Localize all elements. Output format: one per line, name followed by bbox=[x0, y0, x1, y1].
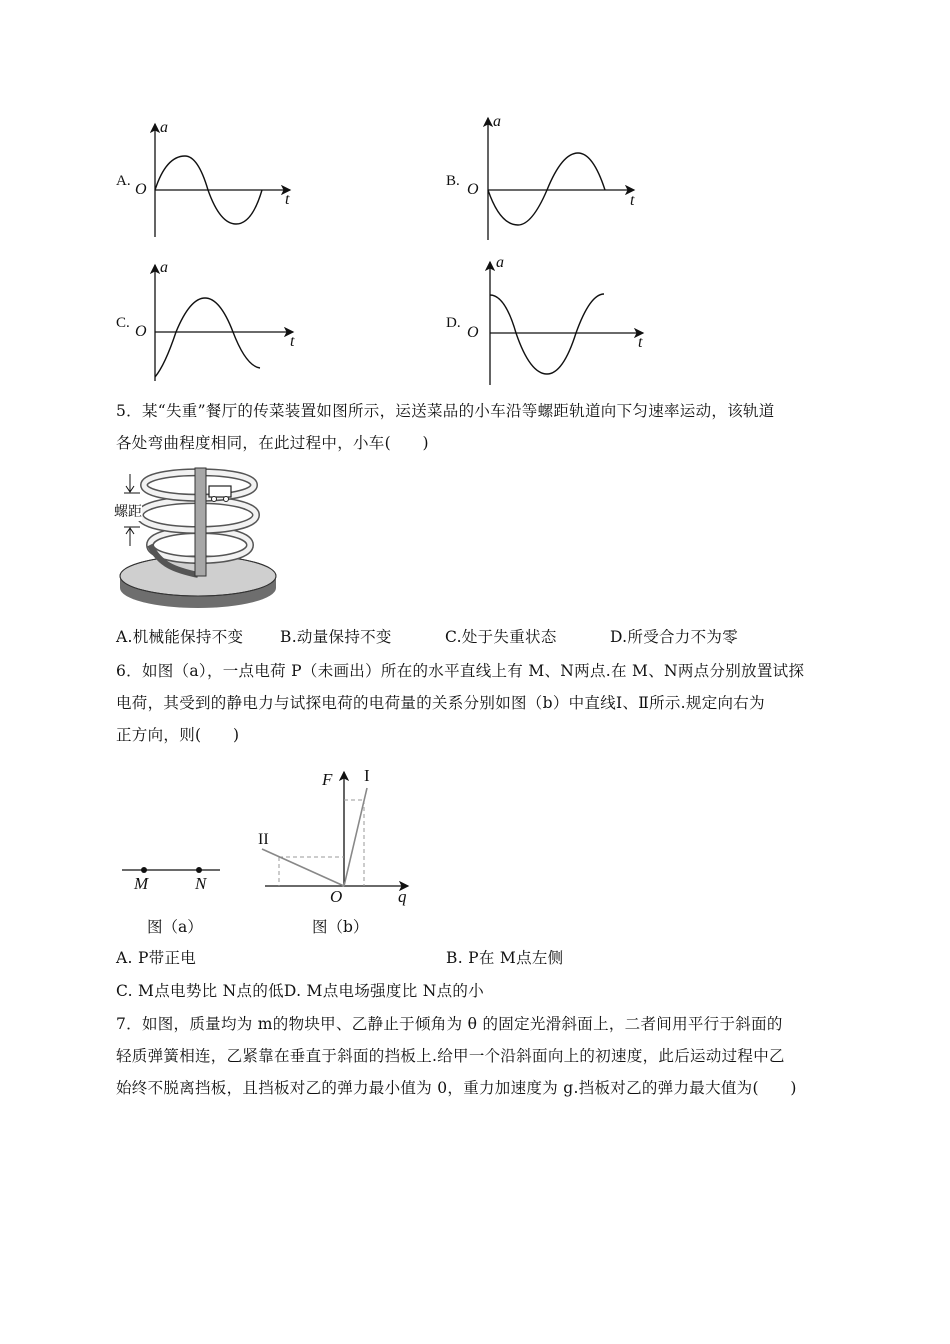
question-5-line-1: 5．某“失重”餐厅的传菜装置如图所示，运送菜品的小车沿等螺距轨道向下匀速率运动，该轨道 bbox=[116, 402, 775, 420]
question-6-line-1: 6．如图（a），一点电荷 P（未画出）所在的水平直线上有 M、N两点.在 M、N两点分别放置试探 bbox=[116, 662, 805, 680]
option-d-axis-a: a bbox=[496, 254, 504, 271]
option-d-axis-t: t bbox=[638, 334, 643, 351]
option-c-letter: C. bbox=[116, 315, 130, 331]
option-b-axis-a: a bbox=[493, 113, 501, 130]
figure-b-caption: 图（b） bbox=[312, 918, 369, 936]
q5-option-c[interactable]: C.处于失重状态 bbox=[445, 628, 557, 646]
question-7-line-3: 始终不脱离挡板，且挡板对乙的弹力最小值为 0，重力加速度为 g.挡板对乙的弹力最大值为( ) bbox=[116, 1079, 797, 1097]
figure-a-caption: 图（a） bbox=[147, 918, 203, 936]
axis-f-label: F bbox=[322, 770, 333, 789]
q6-option-b[interactable]: B. P在 M点左侧 bbox=[446, 949, 564, 967]
option-b-axis-t: t bbox=[630, 192, 635, 209]
q6-option-c-d[interactable]: C. M点电势比 N点的低D. M点电场强度比 N点的小 bbox=[116, 982, 485, 1000]
q5-option-a[interactable]: A.机械能保持不变 bbox=[116, 628, 244, 646]
pitch-label: 螺距 bbox=[114, 501, 142, 521]
option-d-origin: O bbox=[467, 324, 479, 341]
q5-option-d[interactable]: D.所受合力不为零 bbox=[610, 628, 739, 646]
option-d-letter: D. bbox=[446, 315, 461, 331]
option-b-origin: O bbox=[467, 181, 479, 198]
question-6-line-2: 电荷，其受到的静电力与试探电荷的电荷量的关系分别如图（b）中直线Ⅰ、Ⅱ所示.规定向右为 bbox=[116, 694, 765, 712]
q6-option-a[interactable]: A. P带正电 bbox=[116, 949, 197, 967]
option-a-axis-t: t bbox=[285, 191, 290, 208]
q5-option-b[interactable]: B.动量保持不变 bbox=[280, 628, 392, 646]
figure-b-origin: O bbox=[330, 887, 343, 906]
axis-q-label: q bbox=[398, 887, 407, 906]
question-5-line-2: 各处弯曲程度相同，在此过程中，小车( ) bbox=[116, 434, 429, 452]
point-m-label: M bbox=[134, 874, 149, 893]
option-a-axis-a: a bbox=[160, 119, 168, 136]
question-7-line-2: 轻质弹簧相连，乙紧靠在垂直于斜面的挡板上.给甲一个沿斜面向上的初速度，此后运动过程中乙 bbox=[116, 1047, 785, 1065]
option-c-origin: O bbox=[135, 323, 147, 340]
question-7-line-1: 7．如图，质量均为 m的物块甲、乙静止于倾角为 θ 的固定光滑斜面上，二者间用平行于斜面的 bbox=[116, 1015, 783, 1033]
option-a-letter: A. bbox=[116, 173, 131, 189]
option-c-axis-a: a bbox=[160, 259, 168, 276]
option-c-axis-t: t bbox=[290, 333, 295, 350]
line-i-label: I bbox=[364, 766, 370, 785]
option-b-letter: B. bbox=[446, 173, 460, 189]
option-a-origin: O bbox=[135, 181, 147, 198]
question-7-stem bbox=[116, 1008, 856, 1104]
question-6-line-3: 正方向，则( ) bbox=[116, 726, 240, 744]
line-ii-label: II bbox=[258, 831, 269, 848]
point-n-label: N bbox=[195, 874, 207, 893]
